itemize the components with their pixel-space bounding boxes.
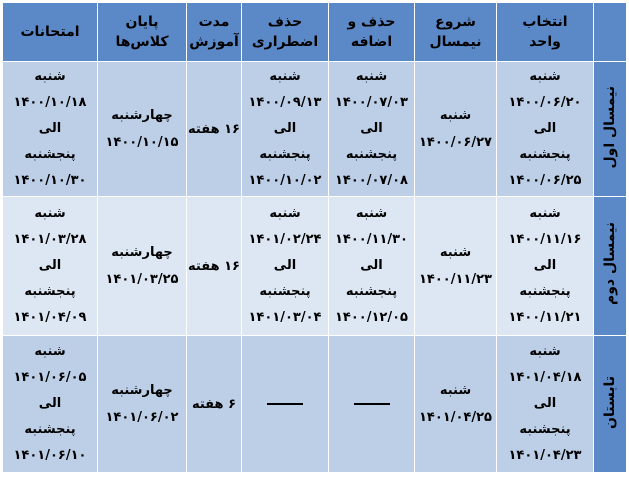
cell-teaching-period: ۱۶ هفته [187, 197, 242, 336]
cell-registration: شنبه ۱۴۰۱/۰۴/۱۸ الی پنجشنبه ۱۴۰۱/۰۴/۲۳ [497, 336, 594, 473]
header-classes-end: پایان کلاس‌ها [98, 3, 187, 62]
header-registration: انتخاب واحد [497, 3, 594, 62]
cell-teaching-period: ۶ هفته [187, 336, 242, 473]
cell-emergency-drop: شنبه ۱۴۰۰/۰۹/۱۳ الی پنجشنبه ۱۴۰۰/۱۰/۰۲ [242, 62, 329, 197]
semester-row-summer [3, 336, 627, 473]
semester-row-second [3, 197, 627, 336]
cell-teaching-period: ۱۶ هفته [187, 62, 242, 197]
cell-classes-end: چهارشنبه ۱۴۰۱/۰۶/۰۲ [98, 336, 187, 473]
cell-add-drop: شنبه ۱۴۰۰/۰۷/۰۳ الی پنجشنبه ۱۴۰۰/۰۷/۰۸ [329, 62, 415, 197]
cell-add-drop [329, 336, 415, 473]
cell-emergency-drop: شنبه ۱۴۰۱/۰۲/۲۴ الی پنجشنبه ۱۴۰۱/۰۳/۰۴ [242, 197, 329, 336]
corner-cell [594, 3, 627, 62]
empty-dash [267, 403, 303, 405]
cell-registration: شنبه ۱۴۰۰/۱۱/۱۶ الی پنجشنبه ۱۴۰۰/۱۱/۲۱ [497, 197, 594, 336]
cell-add-drop: شنبه ۱۴۰۰/۱۱/۳۰ الی پنجشنبه ۱۴۰۰/۱۲/۰۵ [329, 197, 415, 336]
header-exams: امتحانات [3, 3, 98, 62]
cell-classes-end: چهارشنبه ۱۴۰۰/۱۰/۱۵ [98, 62, 187, 197]
cell-registration: شنبه ۱۴۰۰/۰۶/۲۰ الی پنجشنبه ۱۴۰۰/۰۶/۲۵ [497, 62, 594, 197]
cell-exams: شنبه ۱۴۰۱/۰۶/۰۵ الی پنجشنبه ۱۴۰۱/۰۶/۱۰ [3, 336, 98, 473]
header-row [3, 3, 627, 62]
row-label-summer: تابستان [594, 336, 627, 473]
semester-row-first [3, 62, 627, 197]
header-semester-start: شروع نیمسال [415, 3, 497, 62]
cell-classes-end: چهارشنبه ۱۴۰۱/۰۳/۲۵ [98, 197, 187, 336]
row-label-first-semester: نیمسال اول [594, 62, 627, 197]
header-add-drop: حذف و اضافه [329, 3, 415, 62]
cell-semester-start: شنبه ۱۴۰۱/۰۴/۲۵ [415, 336, 497, 473]
cell-semester-start: شنبه ۱۴۰۰/۰۶/۲۷ [415, 62, 497, 197]
empty-dash [354, 403, 390, 405]
cell-emergency-drop [242, 336, 329, 473]
header-emergency-drop: حذف اضطراری [242, 3, 329, 62]
academic-calendar-table [2, 2, 627, 473]
cell-exams: شنبه ۱۴۰۰/۱۰/۱۸ الی پنجشنبه ۱۴۰۰/۱۰/۳۰ [3, 62, 98, 197]
cell-semester-start: شنبه ۱۴۰۰/۱۱/۲۳ [415, 197, 497, 336]
row-label-second-semester: نیمسال دوم [594, 197, 627, 336]
header-teaching-period: مدت آموزش [187, 3, 242, 62]
cell-exams: شنبه ۱۴۰۱/۰۳/۲۸ الی پنجشنبه ۱۴۰۱/۰۴/۰۹ [3, 197, 98, 336]
